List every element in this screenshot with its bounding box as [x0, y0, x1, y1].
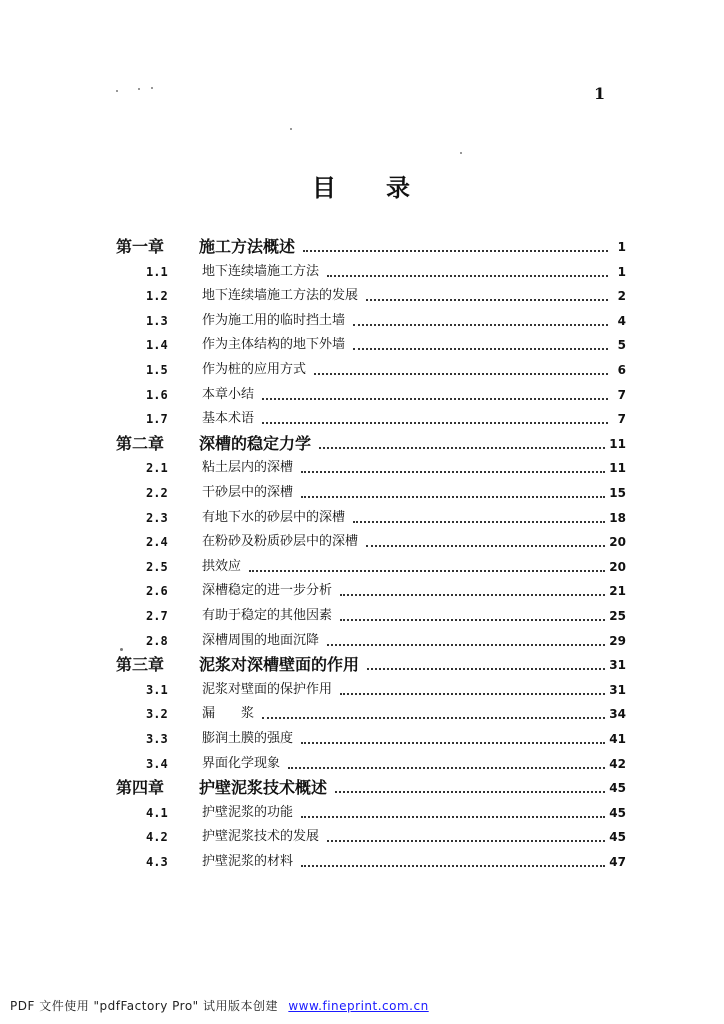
- toc-entry-title: 深槽的稳定力学: [199, 433, 312, 453]
- toc-entry-title: 膨润土膜的强度: [202, 731, 294, 746]
- toc-entry-number: 1.4: [146, 338, 168, 353]
- toc-entry-title: 地下连续墙施工方法: [202, 263, 320, 279]
- toc-entry-title: 护壁泥浆的功能: [202, 804, 294, 820]
- toc-entry-number: 第三章: [116, 655, 165, 675]
- toc-entry-number: 3.1: [146, 682, 168, 697]
- toc-section-entry[interactable]: [146, 384, 626, 406]
- toc-entry-title: 拱效应: [202, 558, 242, 574]
- dot-leader: [340, 619, 605, 621]
- dot-leader: [367, 668, 605, 670]
- toc-entry-number: 2.6: [146, 584, 168, 599]
- toc-entry-page: 5: [617, 338, 626, 353]
- toc-section-entry[interactable]: [146, 408, 626, 430]
- toc-entry-title: 在粉砂及粉质砂层中的深槽: [202, 534, 359, 550]
- toc-entry-title: 基本术语: [202, 411, 255, 427]
- toc-entry-number: 4.3: [146, 855, 168, 869]
- toc-entry-number: 4.1: [146, 805, 168, 820]
- toc-entry-page: 21: [609, 584, 626, 599]
- toc-entry-page: 34: [609, 707, 626, 722]
- scan-speck: [290, 128, 292, 130]
- toc-entry-title: 施工方法概述: [199, 237, 296, 256]
- dot-leader: [335, 791, 605, 793]
- toc-entry-title: 界面化学现象: [202, 755, 281, 771]
- toc-entry-number: 第二章: [116, 433, 165, 453]
- toc-section-entry[interactable]: [146, 802, 626, 824]
- toc-entry-page: 1: [617, 240, 626, 254]
- toc-entry-number: 2.2: [146, 486, 168, 500]
- toc-section-entry[interactable]: [146, 605, 626, 627]
- toc-entry-title: 护壁泥浆技术的发展: [202, 829, 320, 845]
- dot-leader: [319, 447, 605, 449]
- toc-entry-number: 2.3: [146, 510, 168, 525]
- toc-section-entry[interactable]: [146, 507, 626, 529]
- toc-entry-number: 1.7: [146, 412, 168, 427]
- toc-entry-number: 2.1: [146, 461, 168, 476]
- toc-entry-number: 2.4: [146, 535, 168, 550]
- toc-section-entry[interactable]: [146, 851, 626, 873]
- toc-entry-number: 1.1: [146, 264, 168, 279]
- toc-section-entry[interactable]: [146, 531, 626, 553]
- toc-entry-page: 20: [609, 559, 626, 574]
- toc-entry-page: 31: [609, 682, 626, 697]
- dot-leader: [301, 471, 605, 473]
- toc-entry-page: 29: [609, 633, 626, 648]
- toc-entry-page: 1: [617, 264, 626, 279]
- toc-section-entry[interactable]: [146, 630, 626, 652]
- toc-entry-page: 11: [609, 461, 626, 476]
- toc-section-entry[interactable]: [146, 359, 626, 381]
- dot-leader: [288, 767, 605, 769]
- footer-link[interactable]: www.fineprint.com.cn: [288, 999, 429, 1013]
- toc-entry-number: 2.8: [146, 633, 168, 648]
- toc-entry-page: 4: [617, 313, 626, 328]
- toc-entry-number: 2.5: [146, 559, 168, 574]
- dot-leader: [262, 717, 605, 719]
- dot-leader: [262, 422, 608, 424]
- toc-entry-number: 3.3: [146, 732, 168, 746]
- dot-leader: [353, 521, 605, 523]
- dot-leader: [303, 250, 608, 252]
- toc-section-entry[interactable]: [146, 753, 626, 775]
- dot-leader: [262, 398, 608, 400]
- toc-entry-page: 7: [617, 387, 626, 402]
- toc-entry-title: 作为桩的应用方式: [202, 362, 307, 377]
- toc-entry-title: 漏 浆: [202, 706, 255, 722]
- toc-entry-number: 1.2: [146, 289, 168, 304]
- toc-entry-number: 第一章: [116, 237, 165, 256]
- toc-entry-number: 1.5: [146, 363, 168, 377]
- toc-entry-page: 31: [609, 658, 626, 673]
- toc-chapter-entry[interactable]: [116, 777, 626, 799]
- dot-leader: [366, 299, 608, 301]
- toc-section-entry[interactable]: [146, 703, 626, 725]
- toc-entry-title: 护壁泥浆的材料: [202, 854, 294, 869]
- toc-entry-page: 45: [609, 781, 626, 796]
- toc-entry-title: 干砂层中的深槽: [202, 485, 294, 500]
- toc-entry-title: 护壁泥浆技术概述: [199, 778, 328, 798]
- footer: [10, 997, 429, 1014]
- dot-leader: [327, 840, 605, 842]
- toc-entry-page: 11: [609, 436, 626, 451]
- toc-entry-page: 45: [609, 830, 626, 845]
- dot-leader: [340, 594, 605, 596]
- dot-leader: [366, 545, 605, 547]
- toc-entry-title: 作为主体结构的地下外墙: [202, 337, 346, 353]
- toc-entry-page: 20: [609, 535, 626, 550]
- dot-leader: [314, 373, 608, 375]
- toc-entry-title: 地下连续墙施工方法的发展: [202, 288, 359, 304]
- toc-section-entry[interactable]: [146, 728, 626, 750]
- toc-entry-number: 第四章: [116, 778, 165, 798]
- toc-entry-title: 泥浆对深槽壁面的作用: [199, 655, 360, 675]
- toc-entry-title: 有地下水的砂层中的深槽: [202, 509, 346, 525]
- toc-entry-page: 42: [609, 756, 626, 771]
- toc-entry-page: 47: [609, 855, 626, 869]
- toc-entry-title: 粘土层内的深槽: [202, 460, 294, 476]
- toc-entry-number: 3.4: [146, 756, 168, 771]
- toc-entry-number: 1.6: [146, 387, 168, 402]
- toc-entry-title: 深槽周围的地面沉降: [202, 632, 320, 648]
- toc-entry-number: 4.2: [146, 830, 168, 845]
- toc-entry-title: 作为施工用的临时挡土墙: [202, 312, 346, 328]
- toc-entry-page: 7: [617, 412, 626, 427]
- scan-speck: [151, 87, 153, 89]
- toc-entry-title: 深槽稳定的进一步分析: [202, 583, 333, 599]
- toc-section-entry[interactable]: [146, 310, 626, 332]
- toc-section-entry[interactable]: [146, 826, 626, 848]
- toc-section-entry[interactable]: [146, 580, 626, 602]
- toc-section-entry[interactable]: [146, 457, 626, 479]
- footer-text: PDF 文件使用 "pdfFactory Pro" 试用版本创建: [10, 999, 279, 1013]
- toc-entry-number: 1.3: [146, 313, 168, 328]
- scan-speck: [116, 90, 118, 92]
- toc-entry-number: 3.2: [146, 707, 168, 722]
- dot-leader: [340, 693, 605, 695]
- toc-entry-page: 25: [609, 609, 626, 623]
- toc-entry-page: 41: [609, 732, 626, 746]
- dot-leader: [353, 324, 608, 326]
- toc-entry-title: 泥浆对壁面的保护作用: [202, 681, 333, 697]
- toc-section-entry[interactable]: [146, 285, 626, 307]
- dot-leader: [301, 816, 605, 818]
- toc-entry-page: 45: [609, 805, 626, 820]
- dot-leader: [249, 570, 605, 572]
- toc-entry-page: 6: [617, 363, 626, 377]
- toc-section-entry[interactable]: [146, 334, 626, 356]
- toc-section-entry[interactable]: [146, 556, 626, 578]
- scan-speck: [138, 88, 140, 90]
- toc-section-entry[interactable]: [146, 482, 626, 504]
- dot-leader: [301, 742, 605, 744]
- toc-entry-title: 本章小结: [202, 386, 255, 402]
- toc-entry-page: 15: [609, 486, 626, 500]
- toc-entry-page: 2: [617, 289, 626, 304]
- toc-chapter-entry[interactable]: [116, 236, 626, 258]
- toc-chapter-entry[interactable]: [116, 654, 626, 676]
- toc-entry-number: 2.7: [146, 609, 168, 623]
- page-title: 目录: [312, 173, 460, 202]
- toc-section-entry[interactable]: [146, 679, 626, 701]
- dot-leader: [353, 348, 608, 350]
- toc-entry-title: 有助于稳定的其他因素: [202, 608, 333, 623]
- dot-leader: [301, 496, 605, 498]
- dot-leader: [327, 644, 605, 646]
- toc-section-entry[interactable]: [146, 261, 626, 283]
- dot-leader: [327, 275, 608, 277]
- scan-speck: [460, 152, 462, 154]
- scan-speck: [120, 648, 123, 651]
- page-number: 1: [594, 84, 606, 103]
- toc-chapter-entry[interactable]: [116, 433, 626, 455]
- toc-entry-page: 18: [609, 510, 626, 525]
- dot-leader: [301, 865, 605, 867]
